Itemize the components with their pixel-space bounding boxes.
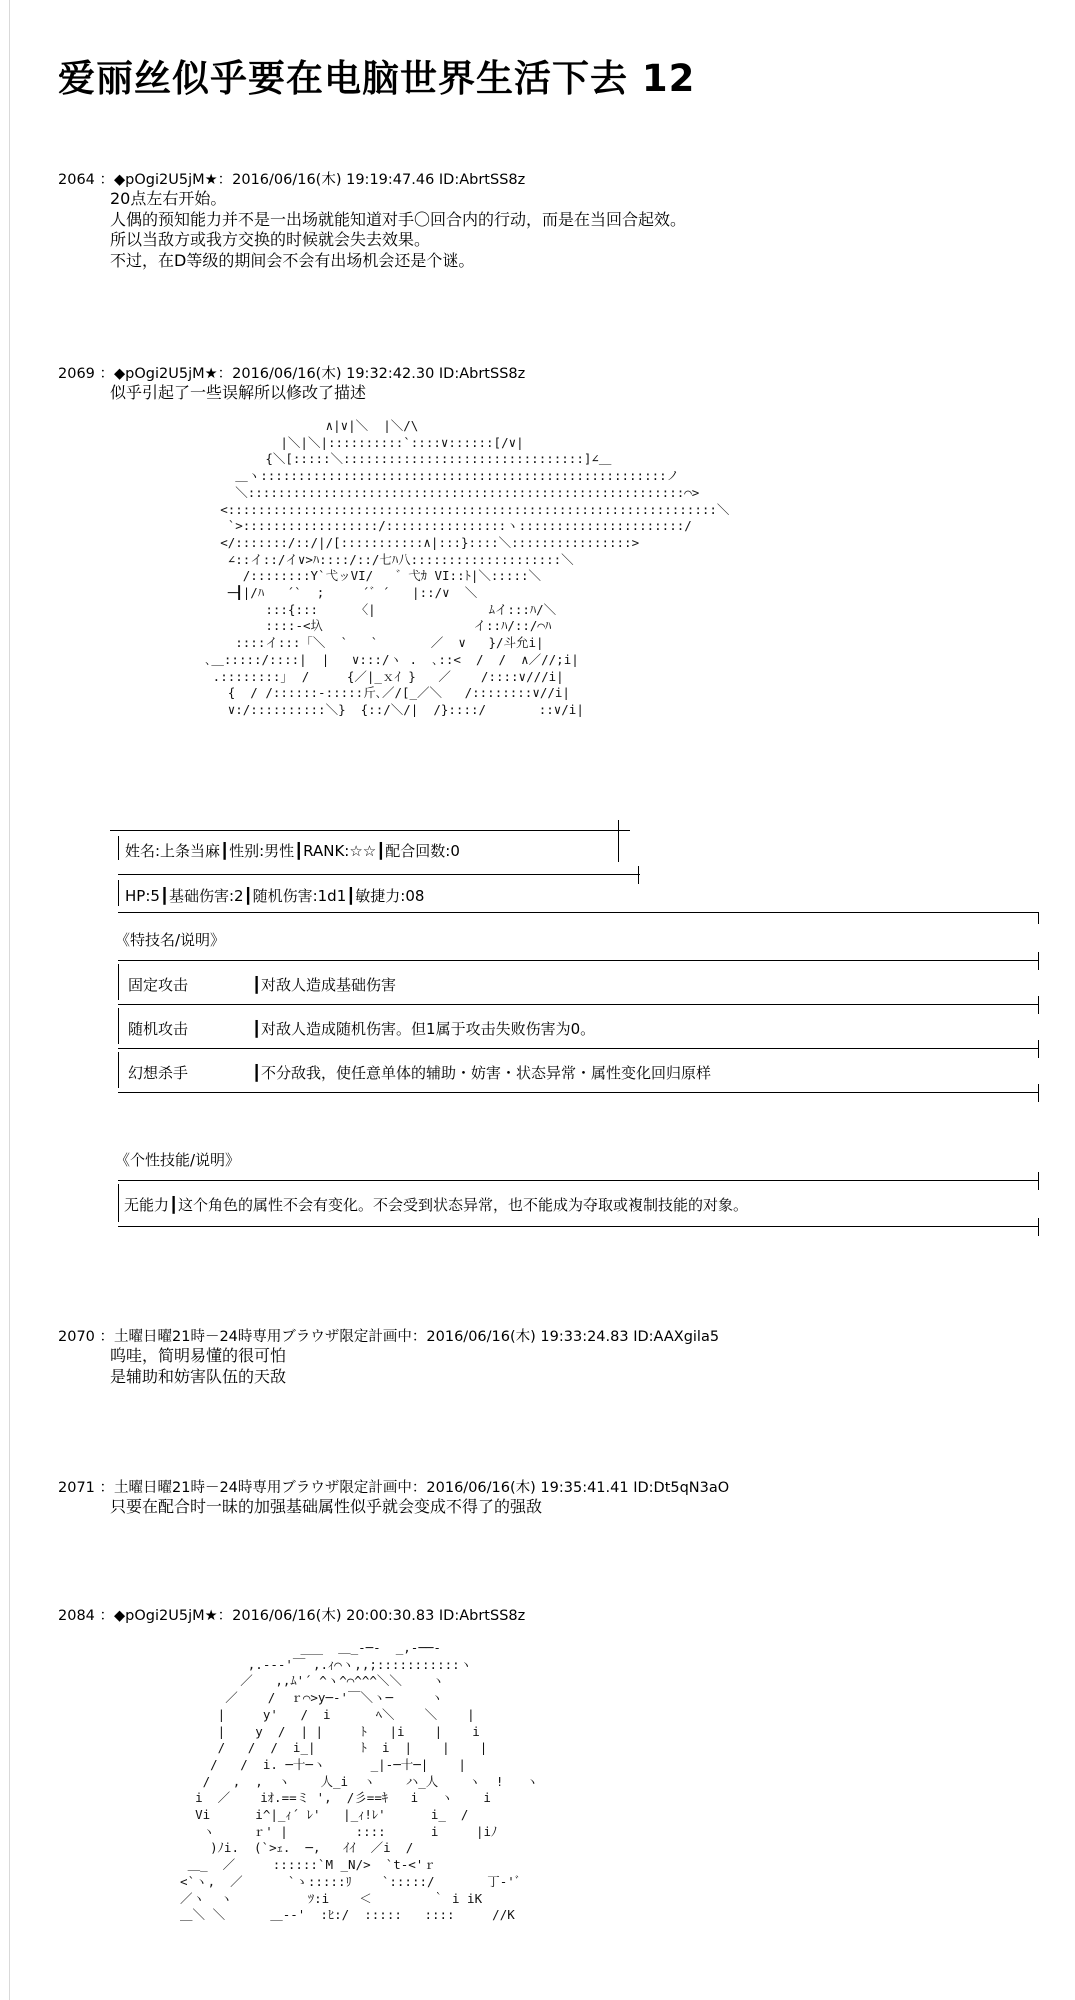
sheet-rule xyxy=(1038,996,1039,1014)
trait-row: 无能力┃这个角色的属性不会有变化。不会受到状态异常，也不能成为夺取或複制技能的对象。 xyxy=(124,1196,749,1214)
post-line: 所以当敌方或我方交换的时候就会失去效果。 xyxy=(110,230,431,249)
sheet-rule xyxy=(118,1004,1038,1005)
sheet-rule xyxy=(638,866,639,884)
sheet-rule xyxy=(118,880,119,906)
post-line: 人偶的预知能力并不是一出场就能知道对手〇回合内的行动，而是在当回合起效。 xyxy=(110,209,687,229)
sheet-rule xyxy=(118,1048,1038,1049)
sheet-rule xyxy=(1038,1084,1039,1102)
post-body-2071 xyxy=(110,1497,542,1518)
post-line: 不过，在D等级的期间会不会有出场机会还是个谜。 xyxy=(110,250,475,270)
post-body-2064 xyxy=(110,189,686,271)
skill-desc: ┃不分敌我，使任意单体的辅助・妨害・状态异常・属性变化回归原样 xyxy=(252,1064,712,1082)
sheet-rule xyxy=(110,830,630,831)
stats-row-combat: HP:5┃基础伤害:2┃随机伤害:1d1┃敏捷力:08 xyxy=(125,887,425,905)
sheet-rule xyxy=(118,912,1038,913)
ascii-art-touma: ∧|∨|＼ |＼/\ |＼|＼|::::::::::`::::∨::::::[/∨| {＼[:::::＼::::::::::::::::::::::::::::::::]∠＿ ＿ヽ::::::::::::::::::::::::::::::::::::::::::::::::::::::ノ ＼::::::::::::::::::::::::::::::::::::::::::::::::::::::::::⌒> <:::::::::::::::::::::::::::::::::::::::::::::::::::::::::::::::::＼ `>::::::::::::::::::/::::::::::::::::ヽ::::::::::::::::::::::/ </:::::::/::/|/[:::::::::::∧|:::}::::＼::::::::::::::::> ∠::イ::/イ∨>ﾊ::::/::/七ﾊ八::::::::::::::::::::＼ /::::::::Y`弋ッVI/ ゛弋ｶ VI::ﾄ|＼:::::＼ ─┨|/ﾊ ´` ; ´゛´ |::/∨ ＼ :::{::: 〈| ﾑイ:::ﾊ/＼ ::::-<圦 イ::ﾊ/::/⌒ﾊ ::::イ:::「＼ ` ` ／ ∨ }/斗允i| ､＿:::::/::::| | ∨:::/ヽ . ､::< / / ∧／//;i| .::::::::｣ / {／|_ｘｲ } ／ /::::∨///i| { / /::::::-:::::斤､／/[_／＼ /::::::::∨//i| ∨:/::::::::::＼} {::/＼/| /}::::/ ::∨/i| xyxy=(205,418,730,717)
sheet-rule xyxy=(118,1008,119,1044)
post-body-2070 xyxy=(110,1346,286,1387)
sheet-rule xyxy=(1038,1040,1039,1058)
skill-desc: ┃对敌人造成基础伤害 xyxy=(252,976,397,994)
sheet-rule xyxy=(1038,952,1039,970)
skill-name: 随机攻击 xyxy=(128,1020,189,1038)
sheet-rule xyxy=(618,820,619,862)
post-body-2069 xyxy=(110,383,366,404)
page-margin-rule xyxy=(9,0,10,2000)
sheet-rule xyxy=(118,1180,1038,1181)
sheet-rule xyxy=(118,1092,1038,1093)
post-line: 是辅助和妨害队伍的天敌 xyxy=(110,1366,287,1386)
post-header-2070: 2070 ：土曜日曜21時－24時専用ブラウザ限定計画中：2016/06/16(木) 19:33:24.83 ID:AAXgila5 xyxy=(58,1329,720,1345)
post-header-2071: 2071 ：土曜日曜21時－24時専用ブラウザ限定計画中：2016/06/16(木) 19:35:41.41 ID:Dt5qN3aO xyxy=(58,1480,730,1496)
sheet-rule xyxy=(118,964,119,1000)
sheet-rule xyxy=(118,1052,119,1088)
traits-header: 《个性技能/说明》 xyxy=(115,1151,241,1169)
sheet-rule xyxy=(118,836,119,860)
sheet-rule xyxy=(118,1184,119,1222)
skill-name: 幻想杀手 xyxy=(128,1064,189,1082)
sheet-rule xyxy=(1038,1172,1039,1190)
skills-header: 《特技名/说明》 xyxy=(115,931,226,949)
sheet-rule xyxy=(1038,912,1039,924)
sheet-rule xyxy=(118,960,1038,961)
post-line: 只要在配合时一昧的加强基础属性似乎就会变成不得了的强敌 xyxy=(110,1497,543,1516)
post-header-2064: 2064 ：◆pOgi2U5jM★：2016/06/16(木) 19:19:47.46 ID:AbrtSS8z xyxy=(58,172,526,188)
page-title: 爱丽丝似乎要在电脑世界生活下去 12 xyxy=(58,57,696,100)
stats-row-identity: 姓名:上条当麻┃性别:男性┃RANK:☆☆┃配合回数:0 xyxy=(125,842,460,860)
skill-desc: ┃对敌人造成随机伤害。但1属于攻击失败伤害为0。 xyxy=(252,1020,596,1038)
post-line: 似乎引起了一些误解所以修改了描述 xyxy=(110,383,367,402)
sheet-rule xyxy=(1038,1218,1039,1236)
post-line: 呜哇，简明易懂的很可怕 xyxy=(110,1346,287,1365)
ascii-art-alice: ___ ＿_-─- _,-──- ,.-‐‐'￣ ,.ｨ⌒ヽ,,;:::::::::::ヽ ／ ,,ﾑ'´ ^ヽ^⌒^^^＼＼ ヽ ／ / ｒ⌒>y─‐'￣＼ヽ─ ヽ | y' / i ﾍ＼ ＼ | | y / | | ﾄ |i | i / / / i_| ﾄ i | | | / / i. ─十─ヽ _|-─十─| | / , , ヽ 人_i ヽ ハ_人 ヽ ! ヽ i ／ iｵ.==ミ ', /彡==ｷ i ヽ i Vi i^|_ｨ´ ﾚ' |_ｨ!ﾚ' i_ / ヽ ｒ' | :::: i |iﾉ )ﾉi. (`>ｪ. ─, ｲｲ ／i / ＿_ ／ ::::::`M _N/> `t-<'ｒ <`ヽ, ／ `ゝ:::::ﾘ `:::::/ 丁-'ﾞ ／ヽ ヽ ﾂ:i ＜ ｀ i iK ＿＼ ＼ ＿-‐' :ﾋ:/ ::::: :::: //K xyxy=(180,1640,539,1923)
post-line: 20点左右开始。 xyxy=(110,189,227,208)
post-header-2084: 2084 ：◆pOgi2U5jM★：2016/06/16(木) 20:00:30.83 ID:AbrtSS8z xyxy=(58,1608,526,1624)
skill-name: 固定攻击 xyxy=(128,976,189,994)
sheet-rule xyxy=(118,874,640,875)
sheet-rule xyxy=(118,1226,1038,1227)
post-header-2069: 2069 ：◆pOgi2U5jM★：2016/06/16(木) 19:32:42.30 ID:AbrtSS8z xyxy=(58,366,526,382)
